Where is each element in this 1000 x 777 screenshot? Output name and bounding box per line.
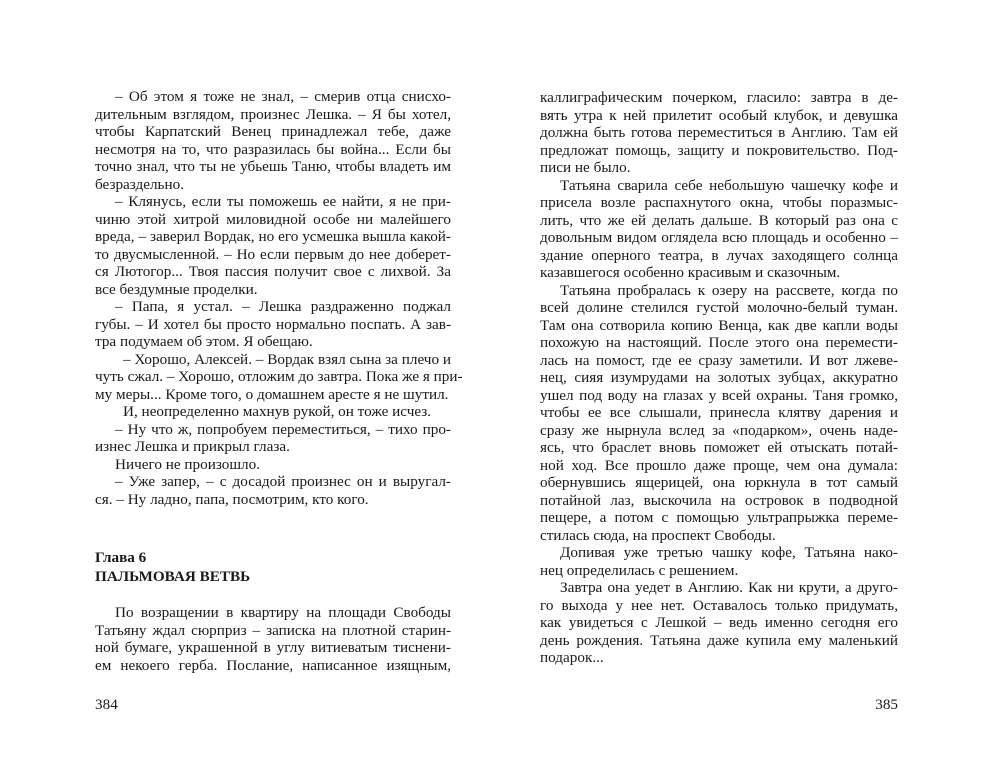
text-line: предложат помощь, защиту и покровительство. Под- <box>540 141 898 159</box>
text-line: По возращении в квартиру на площади Свободы <box>115 604 451 621</box>
text-line: Татьяну ждал сюрприз – записка на плотной старин- <box>95 621 451 639</box>
text-line: нец, сияя изумрудами на золотых зубцах, аккуратно <box>540 369 898 386</box>
text-line: изнес Лешка и прикрыл глаза. <box>95 438 290 455</box>
text-line: похожую на настоящий. После этого она перемести- <box>540 334 898 351</box>
text-line: лась на помост, где ее сразу заметили. И вот лжеве- <box>540 351 898 369</box>
text-line: присела возле распахнутого окна, чтобы поразмыс- <box>540 194 898 211</box>
text-line: писи не было. <box>540 159 631 176</box>
text-line: подарок... <box>540 649 604 666</box>
text-line: – Хорошо, Алексей. – Вордак взял сына за плечо и <box>123 350 451 368</box>
text-line: чтобы Карпатский Венец принадлежал тебе, даже <box>95 123 451 140</box>
text-line: – Уже запер, – с досадой произнес он и выругал- <box>115 473 451 490</box>
left-page-text <box>95 88 463 508</box>
text-line: довольным видом оглядела всю площадь и особенно – <box>540 229 898 246</box>
page-number-right: 385 <box>875 696 898 713</box>
text-line: все бездумные проделки. <box>95 280 258 298</box>
text-line: ной бумаге, украшенной в углу витиеватым тиснени- <box>95 639 451 656</box>
chapter-number: Глава 6 <box>95 549 147 566</box>
text-line: – Ну что ж, попробуем переместиться, – тихо про- <box>115 420 451 438</box>
text-line: губы. – И хотел бы просто нормально поспать. А зав- <box>95 315 451 333</box>
text-line: Татьяна пробралась к озеру на рассвете, когда по <box>560 281 898 299</box>
page-number-left: 384 <box>95 696 118 713</box>
text-line: то двусмысленной. – Но если первым до нее доберет- <box>95 245 451 263</box>
text-line: день рождения. Татьяна даже купила ему маленький <box>540 631 898 649</box>
text-line: му меры... Кроме того, о домашнем аресте я не шутил. <box>95 385 449 403</box>
text-line: вять утра к ней прилетит особый клубок, и девушка <box>540 106 898 124</box>
text-line: Татьяна сварила себе небольшую чашечку кофе и <box>560 176 898 194</box>
text-line: чтобы ее все слышали, принесла клятву дарения и <box>540 404 898 421</box>
text-line: Завтра она уедет в Англию. Как ни крути, а друго- <box>560 579 898 596</box>
text-line: каллиграфическим почерком, гласило: завтра в де- <box>540 89 898 106</box>
text-line: ной ход. Все прошло даже проще, чем она думала: <box>540 456 898 474</box>
text-line: казавшегося особенно красивым и сказочным. <box>540 264 841 281</box>
text-line: чуть сжал. – Хорошо, отложим до завтра. Пока же я при- <box>95 368 463 385</box>
text-line: тра подумаем об этом. Я обещаю. <box>95 333 313 350</box>
text-line: несмотря на то, что разразилась бы война... Если бы <box>95 140 451 158</box>
text-line: как увидеться с Лешкой – ведь именно сегодня его <box>540 614 898 631</box>
text-line: вреда, – заверил Вордак, но его усмешка вышла какой- <box>95 228 451 245</box>
text-line: И, неопределенно махнув рукой, он тоже исчез. <box>123 403 432 420</box>
text-line: го выхода у нее нет. Оставалось только придумать, <box>540 596 898 614</box>
text-line: ем некоего герба. Послание, написанное изящным, <box>95 656 451 674</box>
text-line: всей долине стелился густой молочно-белый туман. <box>540 299 898 316</box>
text-line: пещере, а потом с помощью ультрапрыжка переме- <box>540 509 898 526</box>
text-line: – Клянусь, если ты поможешь ее найти, я не при- <box>115 193 451 210</box>
text-line: Допивая уже третью чашку кофе, Татьяна нако- <box>560 544 898 561</box>
text-line: ся. – Ну ладно, папа, посмотрим, кто кого. <box>95 490 369 508</box>
text-line: ся Лютогор... Твоя пассия получит свое с лихвой. За <box>95 263 451 280</box>
text-line: обернувшись ящерицей, она юркнула в тот самый <box>540 474 898 491</box>
text-line: ушел под воду на глазах у всей охраны. Таня громко, <box>540 386 898 404</box>
text-line: точно знал, что ты не убьешь Таню, чтобы владеть им <box>95 158 451 175</box>
right-page-text <box>540 89 898 667</box>
text-line: – Папа, я устал. – Лешка раздраженно поджал <box>115 298 451 315</box>
text-line: лить, что же ей делать дальше. В который раз она с <box>540 211 898 229</box>
text-line: чиню этой хитрой миловидной особе ни малейшего <box>95 210 451 228</box>
chapter-opening-text <box>95 604 451 674</box>
text-line: нец определилась с решением. <box>540 561 739 579</box>
text-line: Ничего не произошло. <box>115 455 260 473</box>
text-line: стилась сюда, на проспект Свободы. <box>540 526 776 544</box>
text-line: здание оперного театра, в лучах заходящего солнца <box>540 246 898 264</box>
text-line: дительным взглядом, произнес Лешка. – Я бы хотел, <box>95 105 451 123</box>
text-line: потайной лаз, выскочила на островок в подводной <box>540 491 898 509</box>
text-line: сразу же нырнула вслед за «подарком», очень наде- <box>540 421 898 439</box>
text-line: Там она сотворила копию Венца, как две капли воды <box>540 316 898 334</box>
chapter-title: ПАЛЬМОВАЯ ВЕТВЬ <box>95 568 251 585</box>
text-line: должна быть готова переместиться в Англию. Там ей <box>540 124 898 141</box>
text-line: ясь, что браслет вновь поможет ей отыскать потай- <box>540 439 898 456</box>
text-line: безраздельно. <box>95 175 185 193</box>
text-line: – Об этом я тоже не знал, – смерив отца снисхо- <box>115 88 451 105</box>
